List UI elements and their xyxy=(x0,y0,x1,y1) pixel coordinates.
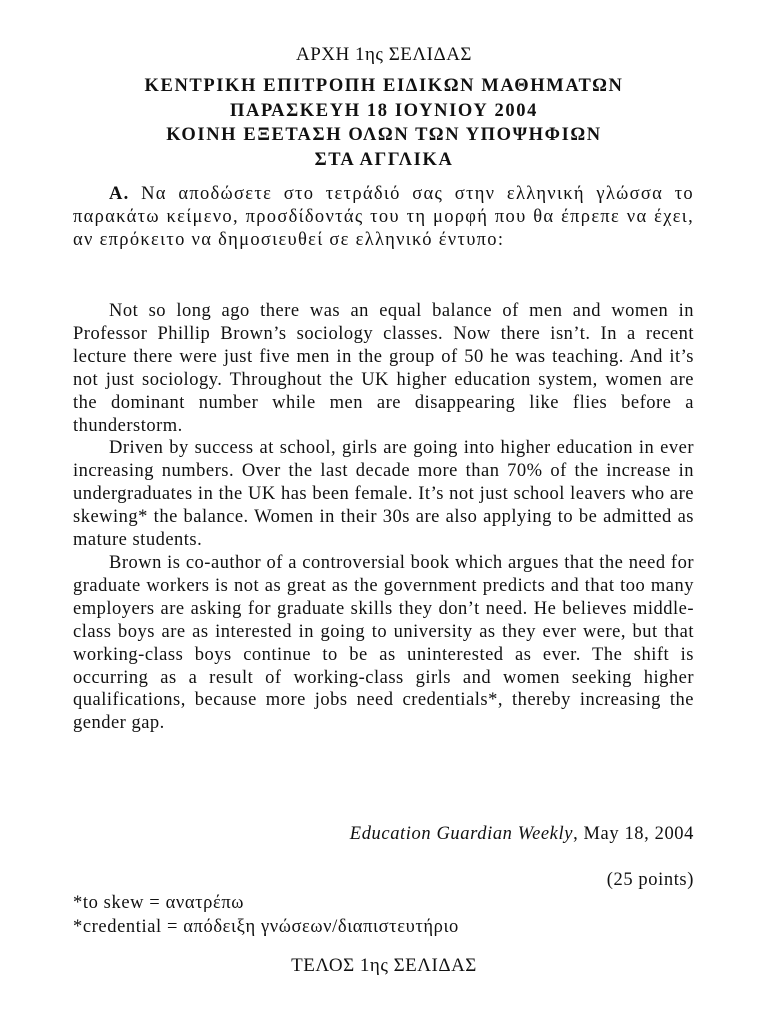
source-date: , May 18, 2004 xyxy=(573,824,694,844)
note-skew: *to skew = ανατρέπω xyxy=(73,893,245,913)
reading-passage xyxy=(73,300,694,735)
title-line-date: ΠΑΡΑΣΚΕΥΗ 18 ΙΟΥΝΙΟΥ 2004 xyxy=(230,100,538,121)
instruction-paragraph xyxy=(73,183,694,252)
title-line-committee: ΚΕΝΤΡΙΚΗ ΕΠΙΤΡΟΠΗ ΕΙΔΙΚΩΝ ΜΑΘΗΜΑΤΩΝ xyxy=(144,76,624,96)
source-publication: Education Guardian Weekly xyxy=(349,824,574,844)
note-credential: *credential = απόδειξη γνώσεων/διαπιστευτήριο xyxy=(73,917,459,937)
title-line-subject: ΣΤΑ ΑΓΓΛΙΚΑ xyxy=(314,149,454,170)
source-citation xyxy=(350,824,694,845)
instruction-text: Να αποδώσετε στο τετράδιό σας στην ελληνική γλώσσα το παρακάτω κείμενο, προσδίδοντάς του τη μορφή που θα έπρεπε να έχει, αν επρόκειτο να δημοσιευθεί σε ελληνικό έντυπο: xyxy=(73,184,694,250)
passage-paragraph-1: Not so long ago there was an equal balance of men and women in Professor Phillip Brown’s sociology classes. Now there isn’t. In a recent lecture there were just five men in the group of 50 he was teaching. And it’s not just sociology. Throughout the UK higher education system, women are the dominant number while men are disappearing like flies before a thunderstorm. xyxy=(73,301,694,436)
page-end-marker: ΤΕΛΟΣ 1ης ΣΕΛΙΔΑΣ xyxy=(291,955,477,976)
glossary-notes xyxy=(73,891,459,939)
instruction-label: Α. xyxy=(109,184,130,204)
exam-title xyxy=(0,74,768,172)
passage-paragraph-3: Brown is co-author of a controversial book which argues that the need for graduate workers is not as great as the government predicts and that too many employers are asking for graduate skills they don’t need. He believes middle-class boys are as interested in going to university as they ever were, but that working-class boys continue to be as uninterested as ever. The shift is occurring as a result of working-class girls and women seeking higher qualifications, because more jobs need credentials*, thereby increasing the gender gap. xyxy=(73,552,694,734)
title-line-exam: ΚΟΙΝΗ ΕΞΕΤΑΣΗ ΟΛΩΝ ΤΩΝ ΥΠΟΨΗΦΙΩΝ xyxy=(166,125,602,145)
page-start-marker: ΑΡΧΗ 1ης ΣΕΛΙΔΑΣ xyxy=(296,44,472,65)
passage-paragraph-2: Driven by success at school, girls are going into higher education in ever increasing numbers. Over the last decade more than 70% of the increase in undergraduates in the UK has been female. It’s not just school leavers who are skewing* the balance. Women in their 30s are also applying to be admitted as mature students. xyxy=(73,438,694,551)
points-value: (25 points) xyxy=(606,870,694,890)
